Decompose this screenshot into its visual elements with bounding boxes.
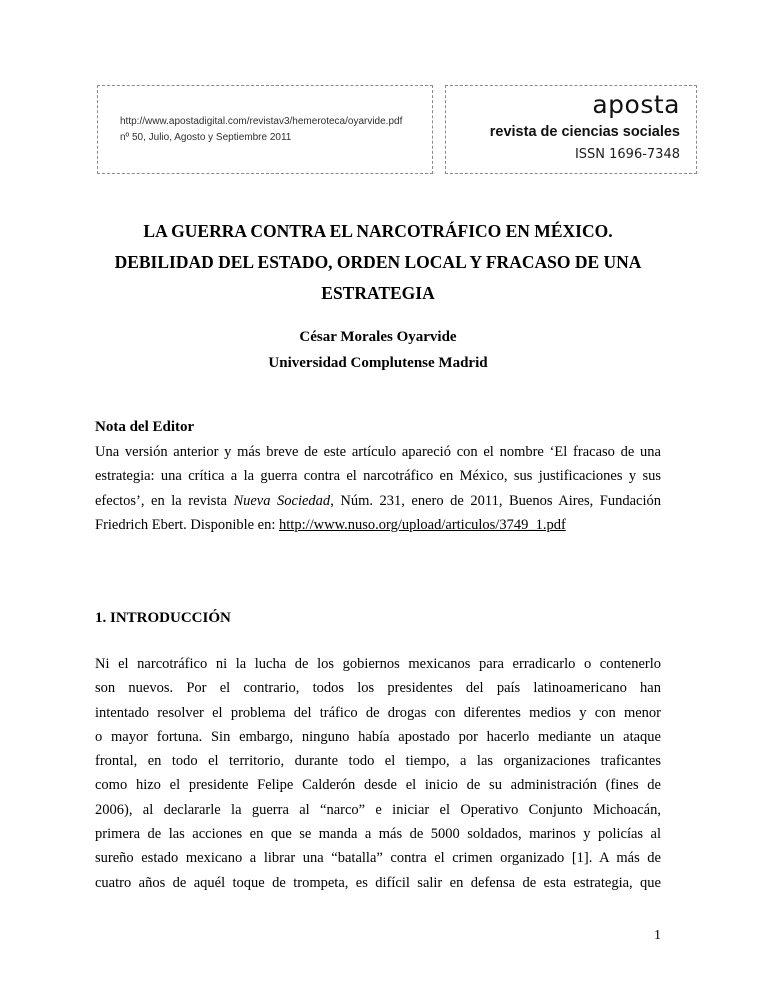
journal-issn: ISSN 1696-7348 [574, 147, 680, 162]
paragraph-line: cuatro años de aquél toque de trompeta, es difícil salir en defensa de esta estrategia, que [95, 874, 661, 891]
editor-note-line: estrategia: una crítica a la guerra contra el narcotráfico en México, sus justificaciones y sus [95, 468, 661, 485]
article-title [95, 216, 661, 309]
editor-note-text: efectos’, en la revista [95, 492, 234, 509]
author-affiliation: Universidad Complutense Madrid [268, 354, 488, 371]
journal-logo: aposta [592, 90, 680, 119]
editor-note-line [95, 513, 661, 537]
journal-identity-box [445, 85, 697, 174]
journal-issue-info: nº 50, Julio, Agosto y Septiembre 2011 [120, 131, 292, 143]
editor-note-paragraph [95, 440, 661, 537]
journal-header [97, 85, 697, 174]
journal-source-box [97, 85, 433, 174]
introduction-paragraph [95, 652, 661, 895]
paragraph-line: frontal, en todo el territorio, durante todo el tiempo, a las organizaciones traficantes [95, 753, 661, 770]
journal-subtitle: revista de ciencias sociales [489, 124, 680, 140]
journal-pdf-url: http://www.apostadigital.com/revistav3/hemeroteca/oyarvide.pdf [120, 115, 403, 127]
article-title-line: DEBILIDAD DEL ESTADO, ORDEN LOCAL Y FRACASO DE UNA [114, 252, 642, 272]
paragraph-line: o mayor fortuna. Sin embargo, ninguno había apostado por hacerlo mediante un ataque [95, 728, 661, 745]
editor-note-line [95, 489, 661, 513]
paragraph-line: como hizo el presidente Felipe Calderón desde el inicio de su administración (fines de [95, 777, 661, 794]
editor-note-text: , Núm. 231, enero de 2011, Buenos Aires, Fundación [330, 492, 661, 509]
paragraph-line: son nuevos. Por el contrario, todos los presidentes del país latinoamericano han [95, 680, 661, 697]
paragraph-line: sureño estado mexicano a librar una “batalla” contra el crimen organizado [1]. A más de [95, 850, 661, 867]
paragraph-line: intentado resolver el problema del tráfico de drogas con diferentes medios y con menor [95, 704, 661, 721]
article-pdf-link[interactable]: http://www.nuso.org/upload/articulos/3749_1.pdf [279, 516, 566, 533]
article-title-line: ESTRATEGIA [321, 283, 435, 303]
article-title-line: LA GUERRA CONTRA EL NARCOTRÁFICO EN MÉXICO. [143, 221, 613, 241]
paragraph-line: 2006), al declararle la guerra al “narco” e iniciar el Operativo Conjunto Michoacán, [95, 801, 661, 818]
section-heading-introduction: 1. INTRODUCCIÓN [95, 610, 231, 626]
editor-note-text: Friedrich Ebert. Disponible en: [95, 516, 280, 533]
journal-name-italic: Nueva Sociedad [233, 492, 331, 509]
paragraph-line: Ni el narcotráfico ni la lucha de los gobiernos mexicanos para erradicarlo o contenerlo [95, 656, 661, 672]
author-block [95, 325, 661, 376]
editor-note-line: Una versión anterior y más breve de este artículo apareció con el nombre ‘El fracaso de una [95, 444, 661, 460]
paragraph-line: primera de las acciones en que se manda a más de 5000 soldados, marinos y policías al [95, 826, 661, 843]
editor-note-heading: Nota del Editor [95, 419, 195, 435]
author-name: César Morales Oyarvide [299, 329, 457, 345]
page-number: 1 [654, 928, 661, 943]
